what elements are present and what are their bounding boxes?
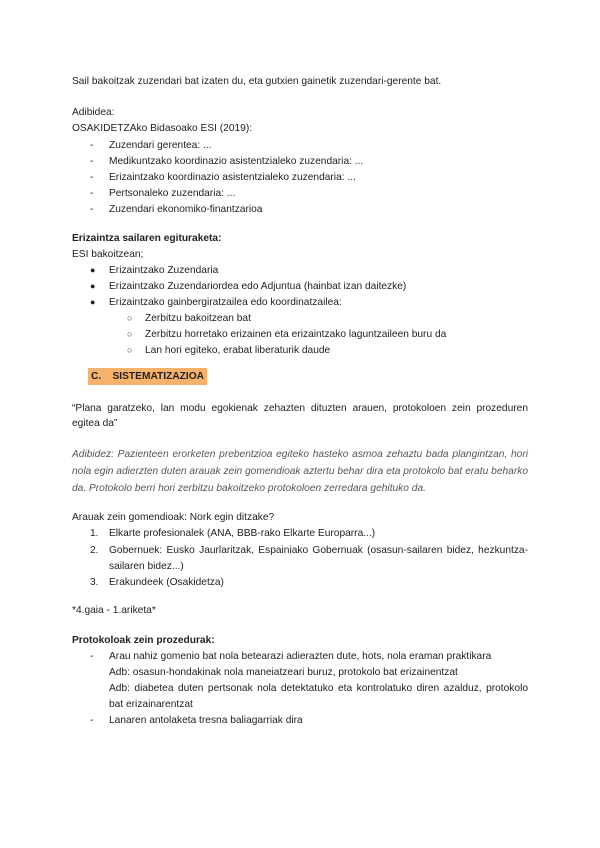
bullet-marker: ●	[90, 265, 96, 275]
example-line: Adb: osasun-hondakinak nola maneiatzeari buruz, protokolo bat erizainentzat	[109, 667, 458, 678]
dash-marker: -	[90, 140, 94, 151]
bullet-marker: ●	[90, 281, 96, 291]
list-item: Erizaintzako koordinazio asistentzialeko zuzendaria: ...	[109, 172, 356, 183]
list-item: Arau nahiz gomenio bat nola betearazi adierazten dute, hots, nola eraman praktikara	[109, 651, 492, 662]
number-marker: 3.	[90, 577, 99, 588]
sub-list-item: Zerbitzu bakoitzean bat	[145, 313, 251, 324]
example-org: OSAKIDETZAko Bidasoako ESI (2019):	[72, 123, 253, 134]
list-item: Erizaintzako Zuzendaria	[109, 265, 219, 276]
dash-marker: -	[90, 188, 94, 199]
example-title: Adibidea:	[72, 107, 115, 118]
dash-marker: -	[90, 204, 94, 215]
italic-example: Adibidez: Pazienteen erorketen prebentzioa egiteko hasteko asmoa zehaztu bada plangintzan, hori nola egin adierzten duten arauak zein gomendioak aztertu behar dira eta protokolo bat eratu beharko da. Protokolo berri hori zerbitzu bakoitzeko protokoloen zerredara gehituko da.	[72, 449, 528, 494]
section-letter: C.	[91, 371, 102, 382]
list-item: Erizaintzako Zuzendariordea edo Adjuntua (hainbat izan daitezke)	[109, 281, 407, 292]
number-marker: 2.	[90, 545, 99, 556]
protocols-title: Protokoloak zein prozedurak:	[72, 635, 215, 646]
nursing-title: Erizaintza sailaren egituraketa:	[72, 233, 222, 244]
list-item: Gobernuek: Eusko Jaurlaritzak, Espainiako Gobernuak (osasun-sailaren bidez, hezkuntza-sailaren bidez...)	[109, 545, 528, 572]
list-item: Erizaintzako gainbergiratzailea edo koordinatzailea:	[109, 297, 342, 308]
dash-marker: -	[90, 715, 94, 726]
rules-question: Arauak zein gomendioak: Nork egin ditzake?	[72, 512, 275, 523]
list-item: Elkarte profesionalek (ANA, BBB-rako Elkarte Europarra...)	[109, 528, 376, 539]
section-title: SISTEMATIZAZIOA	[112, 371, 205, 382]
sub-list-item: Lan hori egiteko, erabat liberaturik daude	[145, 345, 331, 356]
section-c-heading	[88, 368, 207, 385]
circle-marker: ○	[127, 313, 133, 323]
list-item: Medikuntzako koordinazio asistentzialeko zuzendaria: ...	[109, 156, 364, 167]
circle-marker: ○	[127, 345, 133, 355]
list-item: Zuzendari ekonomiko-finantzarioa	[109, 204, 263, 215]
dash-marker: -	[90, 651, 94, 662]
list-item: Zuzendari gerentea: ...	[109, 140, 212, 151]
example-line: Adb: diabetea duten pertsonak nola detektatuko eta kontrolatuko diren azalduz, protokolo bat erizainarentzat	[109, 683, 528, 710]
circle-marker: ○	[127, 329, 133, 339]
list-item: Erakundeek (Osakidetza)	[109, 577, 224, 588]
dash-marker: -	[90, 156, 94, 167]
intro-text: Sail bakoitzak zuzendari bat izaten du, eta gutxien gainetik zuzendari-gerente bat.	[72, 76, 442, 87]
exercise-note: *4.gaia - 1.ariketa*	[72, 605, 156, 616]
quote-text: “Plana garatzeko, lan modu egokienak zehazten dituzten arauen, protokoloen zein prozeduren egitea da”	[72, 403, 528, 429]
dash-marker: -	[90, 172, 94, 183]
bullet-marker: ●	[90, 297, 96, 307]
list-item: Pertsonaleko zuzendaria: ...	[109, 188, 236, 199]
sub-list-item: Zerbitzu horretako erizainen eta erizaintzako laguntzaileen buru da	[145, 329, 447, 340]
list-item: Lanaren antolaketa tresna baliagarriak dira	[109, 715, 303, 726]
nursing-subtitle: ESI bakoitzean;	[72, 249, 144, 260]
number-marker: 1.	[90, 528, 99, 539]
